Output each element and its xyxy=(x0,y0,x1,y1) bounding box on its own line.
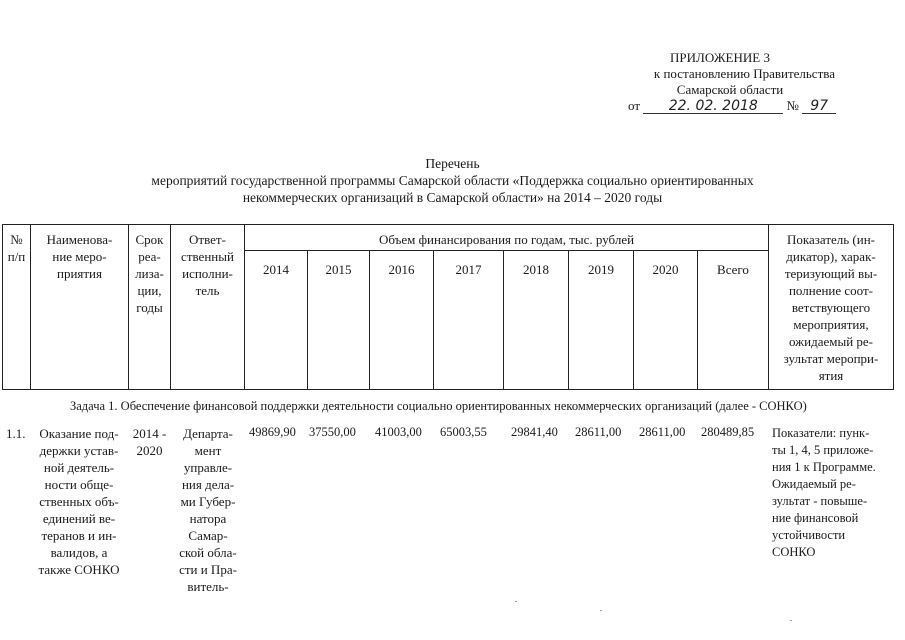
value-2020: 28611,00 xyxy=(639,425,686,439)
resolution-line: к постановлению Правительства xyxy=(653,66,835,81)
appendix-header xyxy=(560,50,880,114)
col-border-right xyxy=(893,224,894,390)
row-num: 1.1. xyxy=(6,426,26,441)
document-title xyxy=(0,155,905,206)
row-responsible: Департа- мент управле- ния дела- ми Губер- натора Самар- ской обла- сти и Пра- витель- xyxy=(179,426,237,594)
appendix-label: ПРИЛОЖЕНИЕ 3 xyxy=(670,50,770,65)
header-indicator: Показатель (ин- дикатор), харак- теризующий вы- полнение соот- ветствующего мероприятия, ожидаемый ре- зультат меропри- ятия xyxy=(783,232,879,383)
year-2019: 2019 xyxy=(588,262,614,277)
year-2020: 2020 xyxy=(652,262,679,277)
handwritten-date: 22. 02. 2018 xyxy=(643,99,783,114)
value-2017: 65003,55 xyxy=(440,425,487,439)
row-name: Оказание под- держки устав- ной деятель- ности обще- ственных объ- единений ве- теранов и ин- валидов, а также СОНКО xyxy=(38,426,120,577)
from-label: от xyxy=(628,98,641,113)
title-line-2: мероприятий государственной программы Самарской области «Поддержка социально ориентированных xyxy=(151,173,754,188)
title-line-1: Перечень xyxy=(425,156,480,171)
scan-speck xyxy=(515,601,517,602)
number-label: № xyxy=(786,98,799,113)
header-name: Наименова- ние меро- приятия xyxy=(46,232,113,281)
value-2016: 41003,00 xyxy=(375,425,422,439)
scan-speck xyxy=(790,620,792,621)
handwritten-number: 97 xyxy=(802,99,836,114)
year-2018: 2018 xyxy=(523,262,549,277)
year-total: Всего xyxy=(717,262,749,277)
header-funding: Объем финансирования по годам, тыс. рублей xyxy=(378,232,635,247)
region-line: Самарской области xyxy=(676,82,784,97)
task-heading: Задача 1. Обеспечение финансовой поддержки деятельности социально ориентированных некоммерческих организаций (далее - СОНКО) xyxy=(70,399,807,413)
funding-subheader-border xyxy=(244,250,768,251)
scan-speck xyxy=(600,610,602,611)
value-2015: 37550,00 xyxy=(309,425,356,439)
header-num: № п/п xyxy=(7,232,26,264)
value-total: 280489,85 xyxy=(701,425,755,439)
row-term: 2014 - 2020 xyxy=(132,426,167,458)
date-number-line xyxy=(560,98,880,114)
year-2017: 2017 xyxy=(455,262,482,277)
title-line-3: некоммерческих организаций в Самарской области» на 2014 – 2020 годы xyxy=(242,190,663,205)
header-responsible: Ответ- ственный исполни- тель xyxy=(181,232,234,298)
header-term: Срок реа- лиза- ции, годы xyxy=(135,232,164,315)
table-top-border xyxy=(2,224,894,225)
year-2016: 2016 xyxy=(388,262,415,277)
header-bottom-border xyxy=(2,389,894,390)
col-border-4 xyxy=(244,224,245,390)
value-2018: 29841,40 xyxy=(511,425,558,439)
year-2014: 2014 xyxy=(263,262,289,277)
value-2014: 49869,90 xyxy=(249,425,296,439)
year-2015: 2015 xyxy=(325,262,352,277)
value-2019: 28611,00 xyxy=(575,425,622,439)
row-indicator: Показатели: пунк- ты 1, 4, 5 приложе- ния 1 к Программе. Ожидаемый ре- зультат - повыше- ние финансовой устойчивости СОНКО xyxy=(772,426,876,559)
